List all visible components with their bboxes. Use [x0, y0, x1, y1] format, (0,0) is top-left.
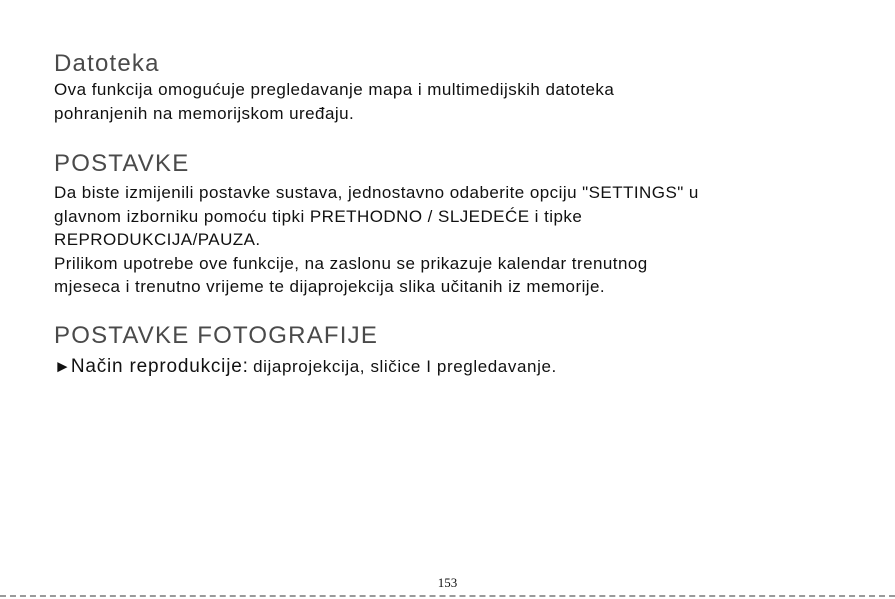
section-title-postavke-fotografije: POSTAVKE FOTOGRAFIJE [54, 322, 379, 349]
bullet-arrow-icon: ► [54, 357, 71, 376]
section-body-datoteka [54, 78, 614, 125]
body-line: Da biste izmijenili postavke sustava, jednostavno odaberite opciju "SETTINGS" u [54, 183, 699, 202]
page-number: 153 [437, 575, 458, 590]
photo-setting-item [54, 356, 557, 378]
body-line: glavnom izborniku pomoću tipki PRETHODNO / SLJEDEĆE i tipke [54, 206, 583, 226]
section-body-postavke [54, 181, 699, 299]
body-line: mjeseca i trenutno vrijeme te dijaprojekcija slika učitanih iz memorije. [54, 277, 606, 296]
body-line: Prilikom upotrebe ove funkcije, na zaslonu se prikazuje kalendar trenutnog [54, 253, 648, 273]
setting-label: Način reprodukcije: [70, 356, 249, 377]
setting-value: dijaprojekcija, sličice I pregledavanje. [253, 357, 557, 376]
body-line: Ova funkcija omogućuje pregledavanje mapa i multimedijskih datoteka [54, 80, 615, 99]
body-line: pohranjenih na memorijskom uređaju. [54, 103, 355, 123]
page-bottom-border [0, 595, 895, 597]
body-line: REPRODUKCIJA/PAUZA. [54, 230, 261, 249]
section-title-datoteka: Datoteka [54, 50, 160, 77]
section-title-postavke: POSTAVKE [54, 150, 190, 177]
